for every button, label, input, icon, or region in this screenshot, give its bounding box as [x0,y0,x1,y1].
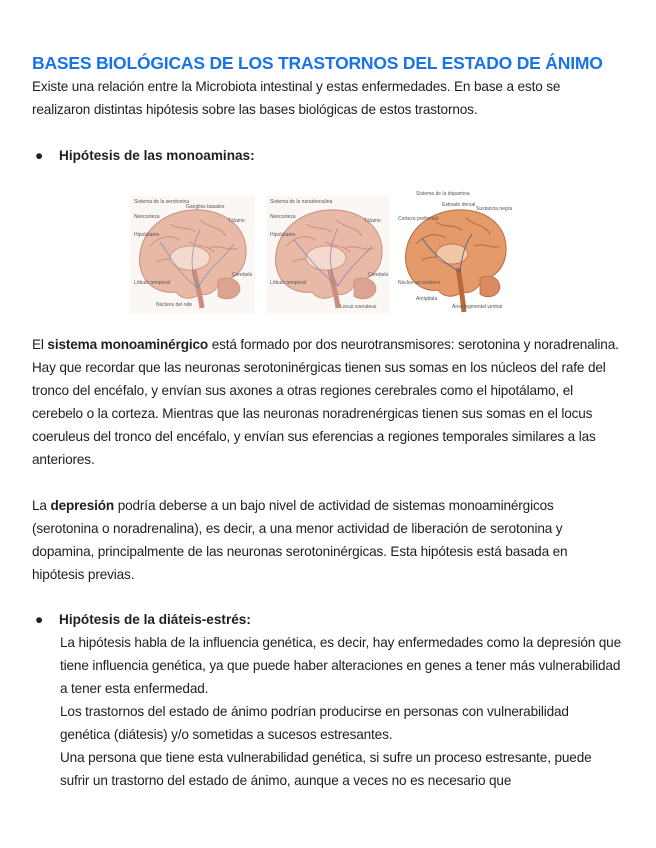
fig2-label-0: Neocorteza [270,214,296,220]
para2-rest: podría deberse a un bajo nivel de actividad de sistemas monoaminérgicos (serotonina o noradrenalina), es decir, a una menor actividad de liberación de serotonina y dopamina, principalmente de las neuronas serotoninérgicas. Esta hipótesis está basada en hipótesis previas. [32,498,568,582]
para1-bold-term: sistema monoaminérgico [47,337,209,352]
fig2-label-5: Locus coeruleus [340,304,377,310]
fig1-label-0: Neocorteza [134,214,160,220]
fig1-label-3: Hipotálamo [134,232,160,238]
fig2-label-1: Tálamo [364,218,381,224]
fig3-label-0: Estriado dorsal [442,202,476,208]
brain-figures [130,191,513,322]
fig2-label-2: Hipotálamo [270,232,296,238]
noradrenaline-brain-figure [266,196,390,314]
fig3-label-5: Área tegmental ventral [452,304,503,310]
fig3-label-4: Amígdala [416,296,438,302]
fig1-label-4: Cerebelo [232,272,253,278]
para2-bold-term: depresión [50,498,115,513]
fig1-label-5: Lóbulo temporal [134,280,170,286]
fig2-label-3: Cerebelo [368,272,389,278]
bullet-marker: ● [35,612,44,627]
fig1-caption: Sistema de la serotonina [134,199,190,205]
depression-paragraph [32,494,622,586]
bullet-diatesis-estres [32,608,622,792]
bullet2-line: La hipótesis habla de la influencia genética, es decir, hay enfermedades como la depresión que tiene influencia genética, ya que puede haber alteraciones en genes a tener más vulnerabilidad a tener esta enfermedad. [60,635,621,696]
fig3-caption: Sistema de la dopamina [416,191,470,197]
para2-prefix: La [32,498,51,513]
fig1-label-2: Tálamo [228,218,245,224]
page-title: BASES BIOLÓGICAS DE LOS TRASTORNOS DEL ESTADO DE ÁNIMO [32,53,603,73]
intro-paragraph: Existe una relación entre la Microbiota intestinal y estas enfermedades. En base a esto se realizaron distintas hipótesis sobre las bases biológicas de estos trastornos. [32,79,561,117]
document-page [32,52,622,167]
fig2-caption: Sistema de la noradrenalina [270,199,333,205]
fig3-label-1: Sustancia negra [476,206,513,212]
fig3-label-3: Núcleo accumbens [398,280,441,286]
para1-rest: está formado por dos neurotransmisores: serotonina y noradrenalina. Hay que recordar que las neuronas serotoninérgicas tienen sus somas en los núcleos del rafe del tronco del encéfalo, y envían sus axones a otras regiones cerebrales como el hipotálamo, el cerebelo o la corteza. Mientras que las neuronas noradrenérgicas tienen sus somas en el locus coeruleus del tronco del encéfalo, y envían sus eferencias a regiones temporales similares a las anteriores. [32,337,619,467]
bullet-title-diatesis: Hipótesis de la diáteis-estrés: [59,612,251,627]
fig2-label-4: Lóbulo temporal [270,280,306,286]
bullet2-line: Una persona que tiene esta vulnerabilidad genética, si sufre un proceso estresante, puede sufrir un trastorno del estado de ánimo, aunque a veces no es necesario que [60,750,592,788]
bullet2-header [32,608,622,631]
bullet-title-monoaminas: Hipótesis de las monoaminas: [59,148,255,163]
fig1-label-1: Ganglios basales [186,204,225,210]
dopamine-brain-figure [396,188,514,322]
para1-prefix: El [32,337,48,352]
bullet-monoaminas [32,144,622,167]
bullet-marker: ● [35,148,44,163]
serotonin-brain-figure [130,196,255,314]
bullet2-line: Los trastornos del estado de ánimo podrían producirse en personas con vulnerabilidad genética (diátesis) y/o sometidas a sucesos estresantes. [60,704,569,742]
fig3-label-2: Corteza prefrontal [398,216,439,222]
fig1-label-6: Núcleos del rafe [156,302,193,308]
monoamine-system-paragraph [32,333,622,471]
